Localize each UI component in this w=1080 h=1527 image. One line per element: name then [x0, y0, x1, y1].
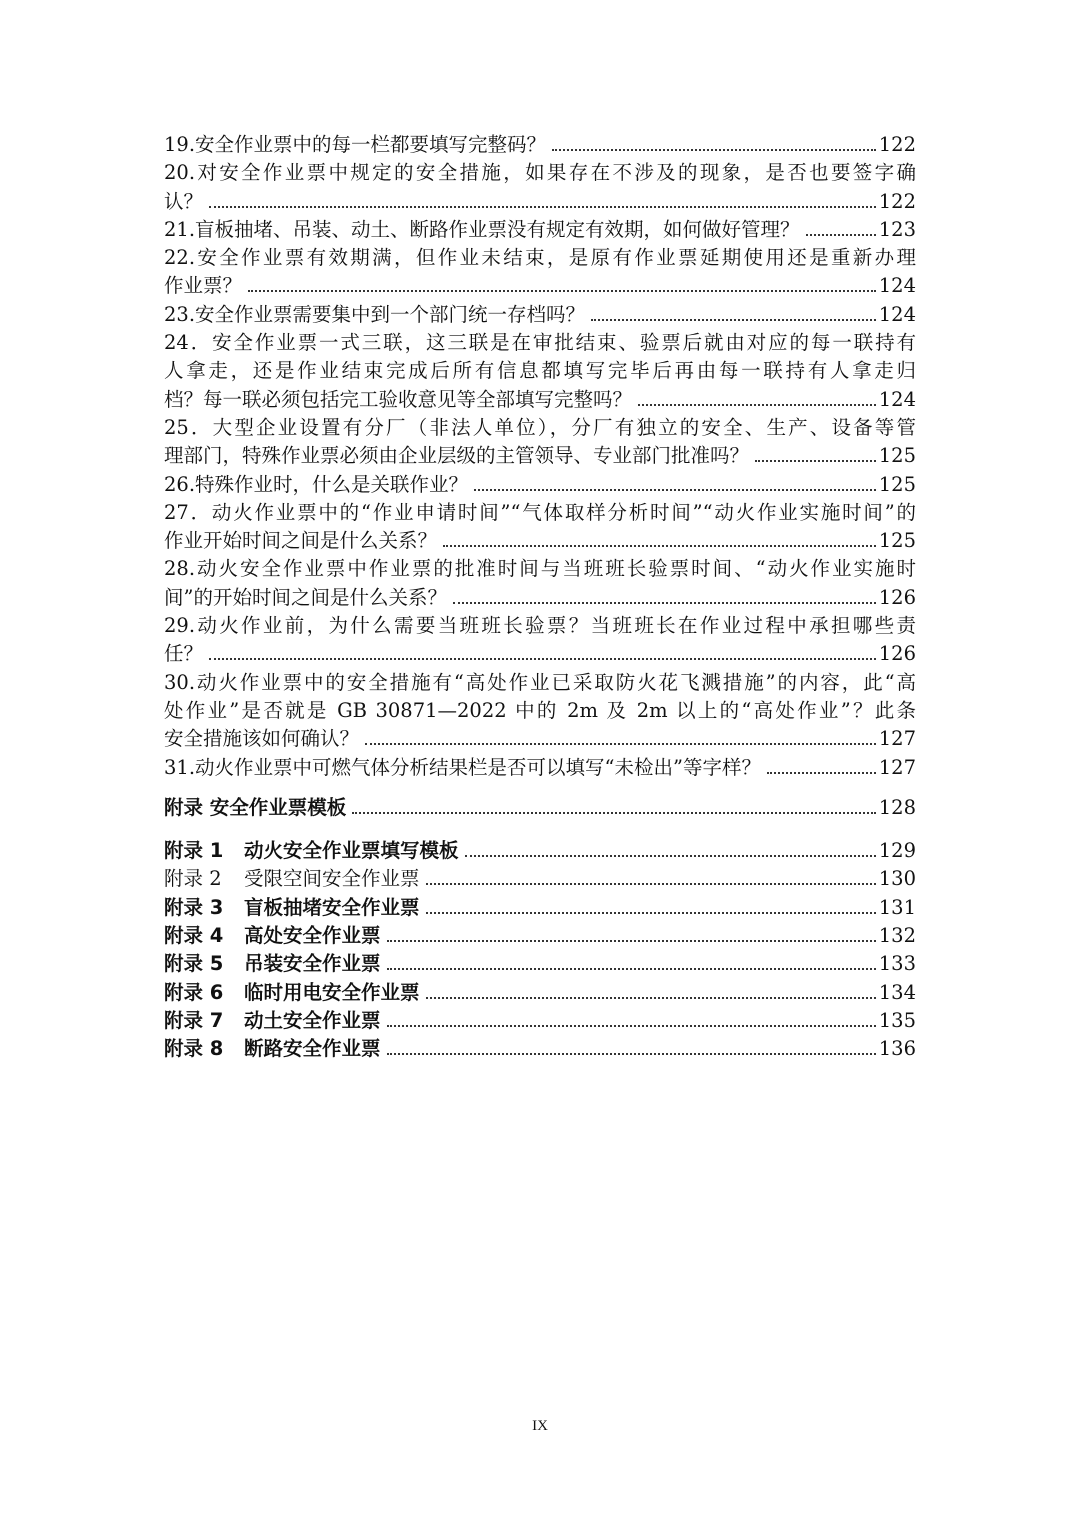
toc-entry-text-line: 19.安全作业票中的每一栏都要填写完整码？	[164, 133, 547, 156]
toc-entry-text-line: 认？	[164, 189, 204, 213]
toc-entry[interactable]	[164, 414, 916, 471]
toc-entry-last-line	[164, 131, 916, 159]
appendix-number: 附录 2	[164, 867, 222, 891]
toc-appendix-list	[164, 837, 916, 1063]
toc-entry-page-number: 125	[878, 472, 916, 496]
appendix-page-number: 130	[878, 867, 916, 891]
toc-entry-last-line	[164, 188, 916, 216]
toc-entry-text-line: 作业票？	[164, 274, 243, 298]
dot-leader	[387, 940, 876, 942]
dot-leader	[453, 602, 876, 604]
toc-entry-page-number: 122	[878, 133, 916, 156]
toc-appendix-entry[interactable]	[164, 979, 916, 1007]
toc-entry-text-line: 处作业”是否就是 GB 30871—2022 中的 2m 及 2m 以上的“高处作业”？此条	[164, 698, 916, 722]
toc-entry-last-line	[164, 584, 916, 612]
appendix-number: 附录 6	[164, 980, 224, 1004]
dot-leader	[426, 883, 876, 885]
toc-entry-last-line	[164, 471, 916, 499]
dot-leader	[387, 968, 876, 970]
dot-leader	[365, 743, 876, 745]
footer-page-number: IX	[532, 1418, 548, 1434]
appendix-number: 附录 5	[164, 952, 224, 976]
toc-entry[interactable]	[164, 669, 916, 754]
toc-appendix-entry[interactable]	[164, 1035, 916, 1063]
toc-entry-text-line: 27．动火作业票中的“作业申请时间”“气体取样分析时间”“动火作业实施时间”的	[164, 500, 916, 524]
dot-leader	[387, 1025, 876, 1027]
toc-entry[interactable]	[164, 329, 916, 414]
dot-leader	[638, 404, 876, 406]
toc-entry-text-line: 29.动火作业前，为什么需要当班班长验票？当班班长在作业过程中承担哪些责	[164, 614, 916, 638]
toc-entry[interactable]	[164, 471, 916, 499]
toc-entry-text-line: 档？每一联必须包括完工验收意见等全部填写完整吗？	[164, 387, 633, 411]
toc-entry-page-number: 125	[878, 444, 916, 468]
appendix-number: 附录 8	[164, 1037, 224, 1061]
toc-entry-page-number: 123	[878, 217, 916, 241]
appendix-page-number: 129	[878, 839, 916, 863]
appendix-number: 附录 4	[164, 924, 224, 948]
toc-entry-page-number: 127	[878, 755, 916, 779]
toc-entry-text-line: 30.动火作业票中的安全措施有“高处作业已采取防火花飞溅措施”的内容，此“高	[164, 670, 916, 694]
dot-leader	[755, 460, 876, 462]
toc-entry-page-number: 124	[878, 302, 916, 326]
toc-appendix-entry[interactable]	[164, 1007, 916, 1035]
appendix-title: 临时用电安全作业票	[244, 980, 420, 1004]
toc-entry-page-number: 127	[878, 727, 916, 751]
toc-entry-text-line: 22.安全作业票有效期满，但作业未结束，是原有作业票延期使用还是重新办理	[164, 246, 916, 270]
toc-entry-page-number: 124	[878, 274, 916, 298]
dot-leader	[387, 1053, 876, 1055]
toc-entry-last-line	[164, 442, 916, 470]
appendix-title: 断路安全作业票	[244, 1037, 381, 1061]
toc-entry-page-number: 126	[878, 642, 916, 666]
toc-entry-last-line	[164, 301, 916, 329]
appendix-page-number: 136	[878, 1037, 916, 1061]
toc-entry[interactable]	[164, 499, 916, 556]
toc-entry-last-line	[164, 527, 916, 555]
toc-entry-text-line: 23.安全作业票需要集中到一个部门统一存档吗？	[164, 302, 586, 326]
appendix-title: 吊装安全作业票	[244, 952, 381, 976]
dot-leader	[426, 997, 876, 999]
toc-entry-page-number: 125	[878, 529, 916, 553]
toc-entry-text-line: 20.对安全作业票中规定的安全措施，如果存在不涉及的现象，是否也要签字确	[164, 161, 916, 185]
toc-entry-last-line	[164, 640, 916, 668]
toc-entry-text-line: 间”的开始时间之间是什么关系？	[164, 585, 447, 609]
toc-entry-page-number: 122	[878, 189, 916, 213]
toc-entry-page-number: 124	[878, 387, 916, 411]
toc-entry[interactable]	[164, 612, 916, 669]
toc-entry-text-line: 25．大型企业设置有分厂（非法人单位），分厂有独立的安全、生产、设备等管	[164, 415, 916, 439]
appendix-page-number: 133	[878, 952, 916, 976]
appendix-number: 附录 7	[164, 1008, 224, 1032]
toc-entry-text-line: 31.动火作业票中可燃气体分析结果栏是否可以填写“未检出”等字样？	[164, 755, 761, 779]
toc-entry-text-line: 28.动火安全作业票中作业票的批准时间与当班班长验票时间、“动火作业实施时	[164, 557, 916, 581]
appendix-page-number: 134	[878, 980, 916, 1004]
table-of-contents	[164, 131, 916, 1064]
toc-entry-text-line: 21.盲板抽堵、吊装、动土、断路作业票没有规定有效期，如何做好管理？	[164, 217, 800, 241]
dot-leader	[591, 319, 876, 321]
appendix-title: 盲板抽堵安全作业票	[244, 895, 420, 919]
toc-entry[interactable]	[164, 244, 916, 301]
toc-entry-text-line: 任？	[164, 642, 204, 666]
toc-appendix-entry[interactable]	[164, 837, 916, 865]
dot-leader	[426, 912, 876, 914]
toc-entry-text-line: 作业开始时间之间是什么关系？	[164, 529, 438, 553]
dot-leader	[806, 234, 876, 236]
appendix-page-number: 135	[878, 1008, 916, 1032]
toc-appendix-entry[interactable]	[164, 922, 916, 950]
toc-appendix-entry[interactable]	[164, 865, 916, 893]
toc-entry[interactable]	[164, 754, 916, 782]
appendix-title: 动火安全作业票填写模板	[244, 839, 459, 863]
dot-leader	[474, 489, 876, 491]
appendix-title: 受限空间安全作业票	[244, 867, 420, 891]
appendix-number: 附录 1	[164, 839, 224, 863]
toc-entry-last-line	[164, 725, 916, 753]
dot-leader	[248, 290, 876, 292]
dot-leader	[552, 149, 876, 151]
toc-entry[interactable]	[164, 555, 916, 612]
appendix-title: 高处安全作业票	[244, 924, 381, 948]
toc-entry-text-line: 安全措施该如何确认？	[164, 727, 360, 751]
toc-appendix-entry[interactable]	[164, 894, 916, 922]
toc-entry-last-line	[164, 272, 916, 300]
toc-entry-text-line: 26.特殊作业时，什么是关联作业？	[164, 472, 469, 496]
section-title: 附录 安全作业票模板	[164, 795, 347, 819]
toc-entry-page-number: 126	[878, 585, 916, 609]
dot-leader	[352, 812, 875, 814]
toc-entry-last-line	[164, 386, 916, 414]
appendix-number: 附录 3	[164, 895, 224, 919]
appendix-title: 动土安全作业票	[244, 1008, 381, 1032]
toc-entry-last-line	[164, 216, 916, 244]
toc-appendix-entry[interactable]	[164, 950, 916, 978]
toc-question-list	[164, 131, 916, 782]
toc-entry-text-line: 24．安全作业票一式三联，这三联是在审批结束、验票后就由对应的每一联持有	[164, 331, 916, 355]
toc-entry[interactable]	[164, 301, 916, 329]
dot-leader	[767, 772, 876, 774]
dot-leader	[443, 545, 876, 547]
toc-entry[interactable]	[164, 159, 916, 216]
dot-leader	[209, 658, 876, 660]
appendix-page-number: 131	[878, 895, 916, 919]
toc-section-appendix[interactable]	[164, 794, 916, 822]
toc-entry[interactable]	[164, 131, 916, 159]
dot-leader	[465, 855, 876, 857]
toc-entry-text-line: 理部门，特殊作业票必须由企业层级的主管领导、专业部门批准吗？	[164, 444, 750, 468]
dot-leader	[209, 206, 876, 208]
section-page-number: 128	[878, 795, 916, 819]
toc-entry-last-line	[164, 754, 916, 782]
toc-entry-text-line: 人拿走，还是作业结束完成后所有信息都填写完毕后再由每一联持有人拿走归	[164, 359, 916, 383]
toc-entry[interactable]	[164, 216, 916, 244]
appendix-page-number: 132	[878, 924, 916, 948]
